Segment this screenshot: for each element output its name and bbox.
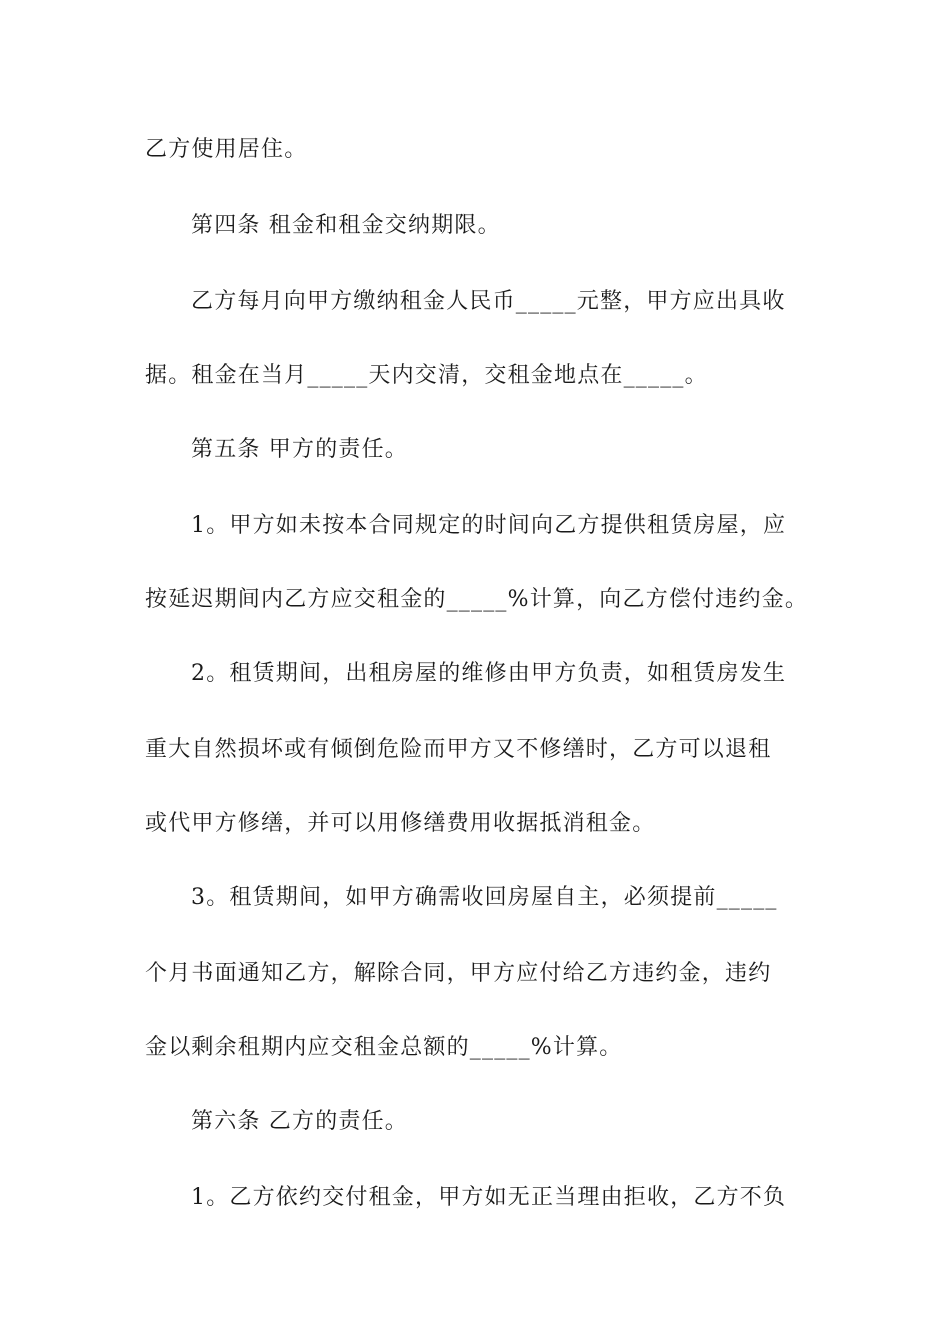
text-line: 1。乙方依约交付租金，甲方如无正当理由拒收，乙方不负 xyxy=(191,1185,787,1210)
article-heading: 第六条 乙方的责任。 xyxy=(191,1109,408,1134)
text-line: 1。甲方如未按本合同规定的时间向乙方提供租赁房屋，应 xyxy=(191,513,787,538)
article-heading: 第五条 甲方的责任。 xyxy=(191,437,408,462)
text-line: 或代甲方修缮，并可以用修缮费用收据抵消租金。 xyxy=(145,811,656,836)
text-line: 金以剩余租期内应交租金总额的_____%计算。 xyxy=(145,1035,623,1060)
text-line: 2。租赁期间，出租房屋的维修由甲方负责，如租赁房发生 xyxy=(191,661,787,686)
text-line: 按延迟期间内乙方应交租金的_____%计算，向乙方偿付违约金。 xyxy=(145,587,809,612)
text-line: 据。租金在当月_____天内交清，交租金地点在_____。 xyxy=(145,363,708,388)
text-line: 个月书面通知乙方，解除合同，甲方应付给乙方违约金，违约 xyxy=(145,961,772,986)
text-line: 乙方每月向甲方缴纳租金人民币_____元整，甲方应出具收 xyxy=(191,289,786,314)
text-line: 重大自然损坏或有倾倒危险而甲方又不修缮时，乙方可以退租 xyxy=(145,737,772,762)
text-line: 3。租赁期间，如甲方确需收回房屋自主，必须提前_____ xyxy=(191,885,778,910)
text-line: 乙方使用居住。 xyxy=(145,137,308,162)
article-heading: 第四条 租金和租金交纳期限。 xyxy=(191,213,501,238)
